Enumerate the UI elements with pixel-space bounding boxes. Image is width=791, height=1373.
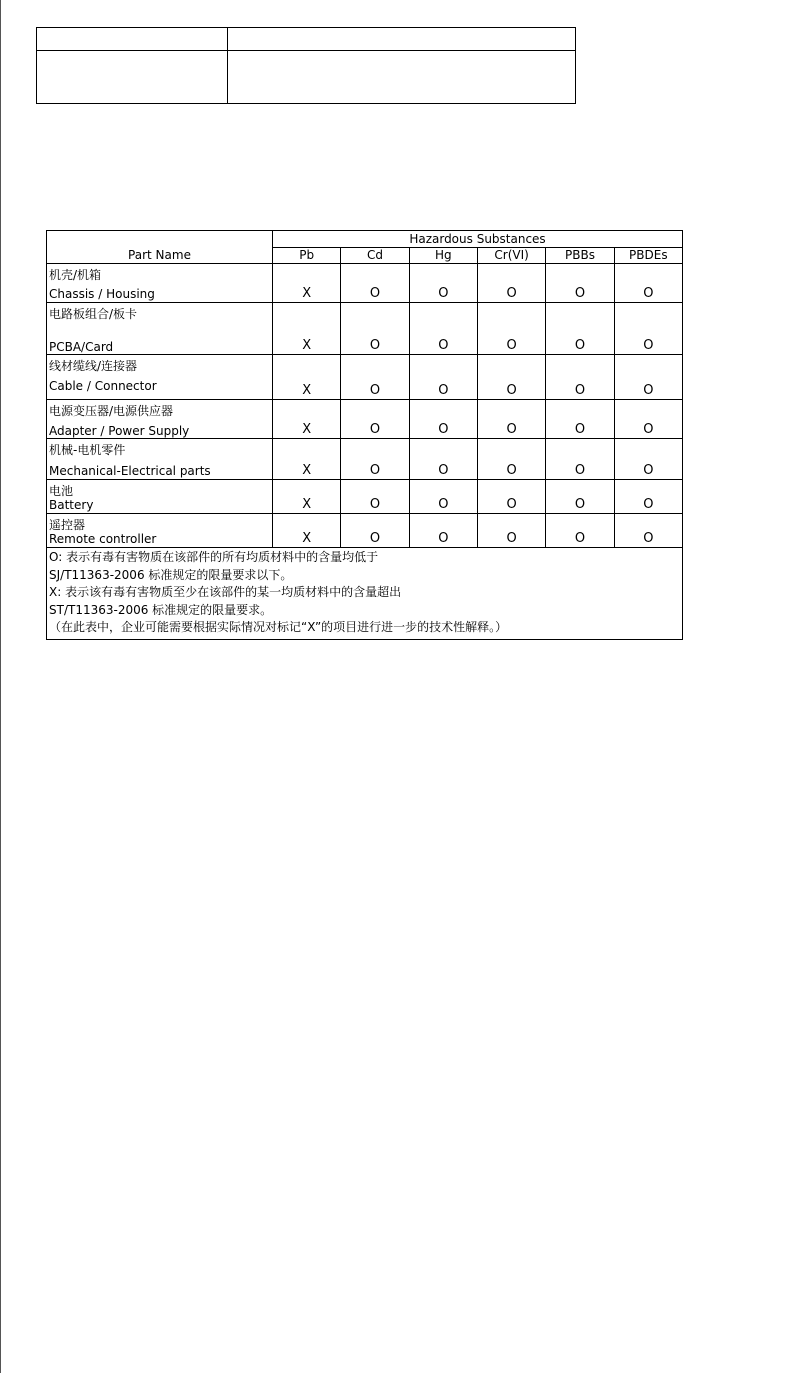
part-name-en: Cable / Connector <box>49 379 157 393</box>
substance-mark: O <box>614 439 682 480</box>
part-name-en: PCBA/Card <box>49 340 114 354</box>
part-name-zh: 遥控器 <box>49 518 86 532</box>
table-row <box>47 439 683 480</box>
substance-mark: O <box>409 400 477 439</box>
substance-mark: O <box>546 303 614 355</box>
substance-header: PBBs <box>546 248 614 264</box>
page-left-border <box>0 0 1 1373</box>
substance-mark: O <box>409 514 477 548</box>
part-name-zh: 线材缆线/连接器 <box>49 359 138 373</box>
substance-mark: O <box>341 400 409 439</box>
empty-cell <box>37 51 228 104</box>
part-cell <box>47 439 273 480</box>
substance-mark: O <box>546 264 614 303</box>
note-line: SJ/T11363-2006 标准规定的限量要求以下。 <box>49 567 293 582</box>
substance-header: PBDEs <box>614 248 682 264</box>
substance-mark: O <box>341 355 409 400</box>
substance-mark: O <box>409 264 477 303</box>
substance-mark: O <box>409 480 477 514</box>
substance-mark: O <box>341 264 409 303</box>
table-row <box>47 514 683 548</box>
hazardous-substances-header: Hazardous Substances <box>273 231 683 248</box>
substance-mark: O <box>341 439 409 480</box>
hazardous-substances-table-body <box>47 231 683 640</box>
part-cell <box>47 264 273 303</box>
header-row <box>47 231 683 248</box>
substance-mark: O <box>341 480 409 514</box>
substance-mark: O <box>409 439 477 480</box>
substance-mark: O <box>546 400 614 439</box>
substance-mark: O <box>477 303 545 355</box>
substance-mark: X <box>273 514 341 548</box>
substance-mark: O <box>546 439 614 480</box>
note-line: O: 表示有毒有害物质在该部件的所有均质材料中的含量均低于 <box>49 550 379 564</box>
substance-mark: X <box>273 480 341 514</box>
part-cell <box>47 400 273 439</box>
substance-mark: O <box>341 303 409 355</box>
substance-mark: O <box>477 514 545 548</box>
part-name-en: Remote controller <box>49 532 157 546</box>
substance-mark: O <box>546 480 614 514</box>
notes-row <box>47 548 683 640</box>
substance-mark: O <box>614 400 682 439</box>
substance-header: Cd <box>341 248 409 264</box>
part-name-zh: 电路板组合/板卡 <box>49 307 138 321</box>
part-name-en: Chassis / Housing <box>49 287 155 301</box>
notes-cell <box>47 548 683 640</box>
part-name-zh: 机械-电机零件 <box>49 443 126 457</box>
part-name-en: Mechanical-Electrical parts <box>49 464 211 478</box>
substance-mark: X <box>273 264 341 303</box>
part-name-zh: 电池 <box>49 484 74 498</box>
substance-mark: O <box>614 355 682 400</box>
substance-mark: O <box>409 303 477 355</box>
substance-mark: O <box>614 514 682 548</box>
table-row <box>47 480 683 514</box>
substance-mark: O <box>614 303 682 355</box>
table-row <box>47 355 683 400</box>
part-cell <box>47 355 273 400</box>
hazardous-substances-table <box>46 230 683 640</box>
substance-mark: O <box>546 514 614 548</box>
part-name-zh: 电源变压器/电源供应器 <box>49 404 174 418</box>
substance-mark: X <box>273 303 341 355</box>
note-line: （在此表中，企业可能需要根据实际情况对标记“X”的项目进行进一步的技术性解释。） <box>49 620 508 634</box>
part-name-en: Battery <box>49 498 94 512</box>
part-cell <box>47 303 273 355</box>
part-name-zh: 机壳/机箱 <box>49 268 102 282</box>
substance-mark: O <box>546 355 614 400</box>
note-line: ST/T11363-2006 标准规定的限量要求。 <box>49 602 273 617</box>
substance-mark: X <box>273 400 341 439</box>
substance-mark: O <box>341 514 409 548</box>
part-name-en: Adapter / Power Supply <box>49 424 190 438</box>
part-cell <box>47 514 273 548</box>
table-row <box>47 264 683 303</box>
substance-mark: O <box>477 400 545 439</box>
empty-cell <box>228 51 576 104</box>
note-line: X: 表示该有毒有害物质至少在该部件的某一均质材料中的含量超出 <box>49 585 402 599</box>
substance-header: Pb <box>273 248 341 264</box>
substance-mark: O <box>614 480 682 514</box>
substance-mark: O <box>477 355 545 400</box>
substance-mark: O <box>477 480 545 514</box>
empty-header-table <box>36 27 576 104</box>
empty-cell <box>37 28 228 51</box>
substance-header: Cr(VI) <box>477 248 545 264</box>
table-row <box>47 400 683 439</box>
substance-mark: X <box>273 355 341 400</box>
substance-header: Hg <box>409 248 477 264</box>
substance-mark: O <box>477 264 545 303</box>
part-name-header: Part Name <box>47 231 273 264</box>
empty-cell <box>228 28 576 51</box>
substance-mark: O <box>477 439 545 480</box>
part-cell <box>47 480 273 514</box>
table-row <box>47 303 683 355</box>
substance-mark: O <box>409 355 477 400</box>
substance-mark: O <box>614 264 682 303</box>
substance-mark: X <box>273 439 341 480</box>
